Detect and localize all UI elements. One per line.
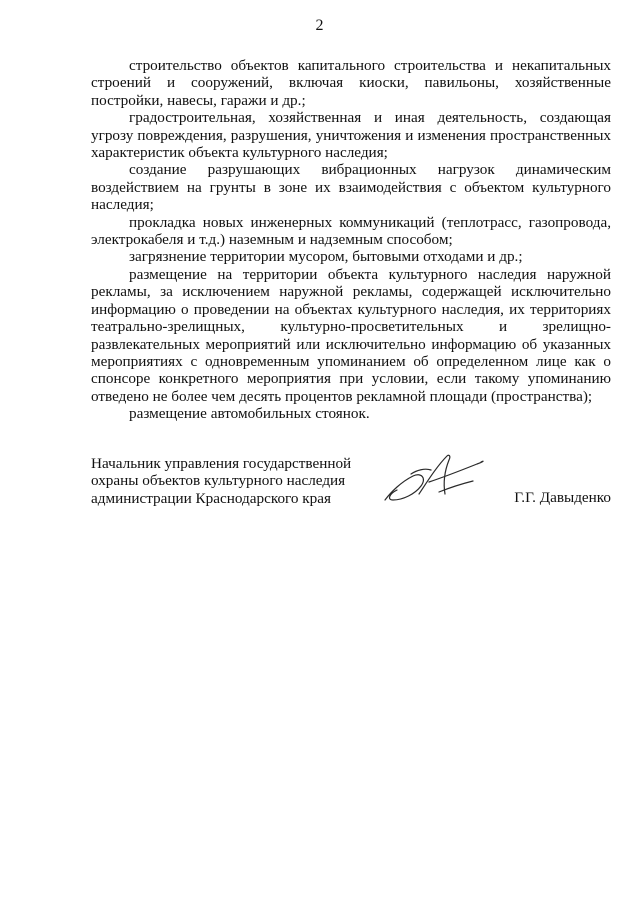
list-item-construction: строительство объектов капитального строительства и некапитальных строений и сооружений, включая киоски, павильоны, хозяйственные постройки, навесы, гаражи и др.; bbox=[91, 57, 611, 109]
list-item-pollution: загрязнение территории мусором, бытовыми отходами и др.; bbox=[129, 248, 523, 266]
signer-position-line: Начальник управления государственной bbox=[91, 455, 352, 472]
signer-name: Г.Г. Давыденко bbox=[514, 489, 611, 506]
list-item-vibration-loads: создание разрушающих вибрационных нагрузок динамическим воздействием на грунты в зоне их взаимодействия с объектом культурного наследия; bbox=[91, 161, 611, 214]
list-item-urban-planning: градостроительная, хозяйственная и иная деятельность, создающая угрозу повреждения, разрушения, уничтожения и изменения пространственных характеристик объекта культурного наследия; bbox=[91, 109, 611, 162]
page-number: 2 bbox=[315, 17, 324, 34]
handwritten-signature bbox=[381, 448, 493, 510]
signer-position-line: администрации Краснодарского края bbox=[91, 489, 331, 507]
document-body bbox=[91, 57, 611, 423]
signer-position bbox=[91, 455, 381, 507]
list-item-utilities: прокладка новых инженерных коммуникаций (теплотрасс, газопровода, электрокабеля и т.д.) наземным и надземным способом; bbox=[91, 213, 611, 249]
signer-position-line: охраны объектов культурного наследия bbox=[91, 472, 346, 490]
signature-block bbox=[91, 455, 611, 525]
list-item-advertising: размещение на территории объекта культурного наследия наружной рекламы, за исключением наружной рекламы, содержащей исключительно информацию о проведении на объектах культурного наследия, их территориях театрально-зрелищных, культурно-просветительных и зрелищно-развлекательных мероприятий или исключительно информацию об указанных мероприятиях с одновременным упоминанием об определенном лице как о спонсоре конкретного мероприятия при условии, если такому упоминанию отведено не более чем десять процентов рекламной площади (пространства); bbox=[91, 265, 611, 405]
list-item-parking: размещение автомобильных стоянок. bbox=[129, 405, 370, 423]
